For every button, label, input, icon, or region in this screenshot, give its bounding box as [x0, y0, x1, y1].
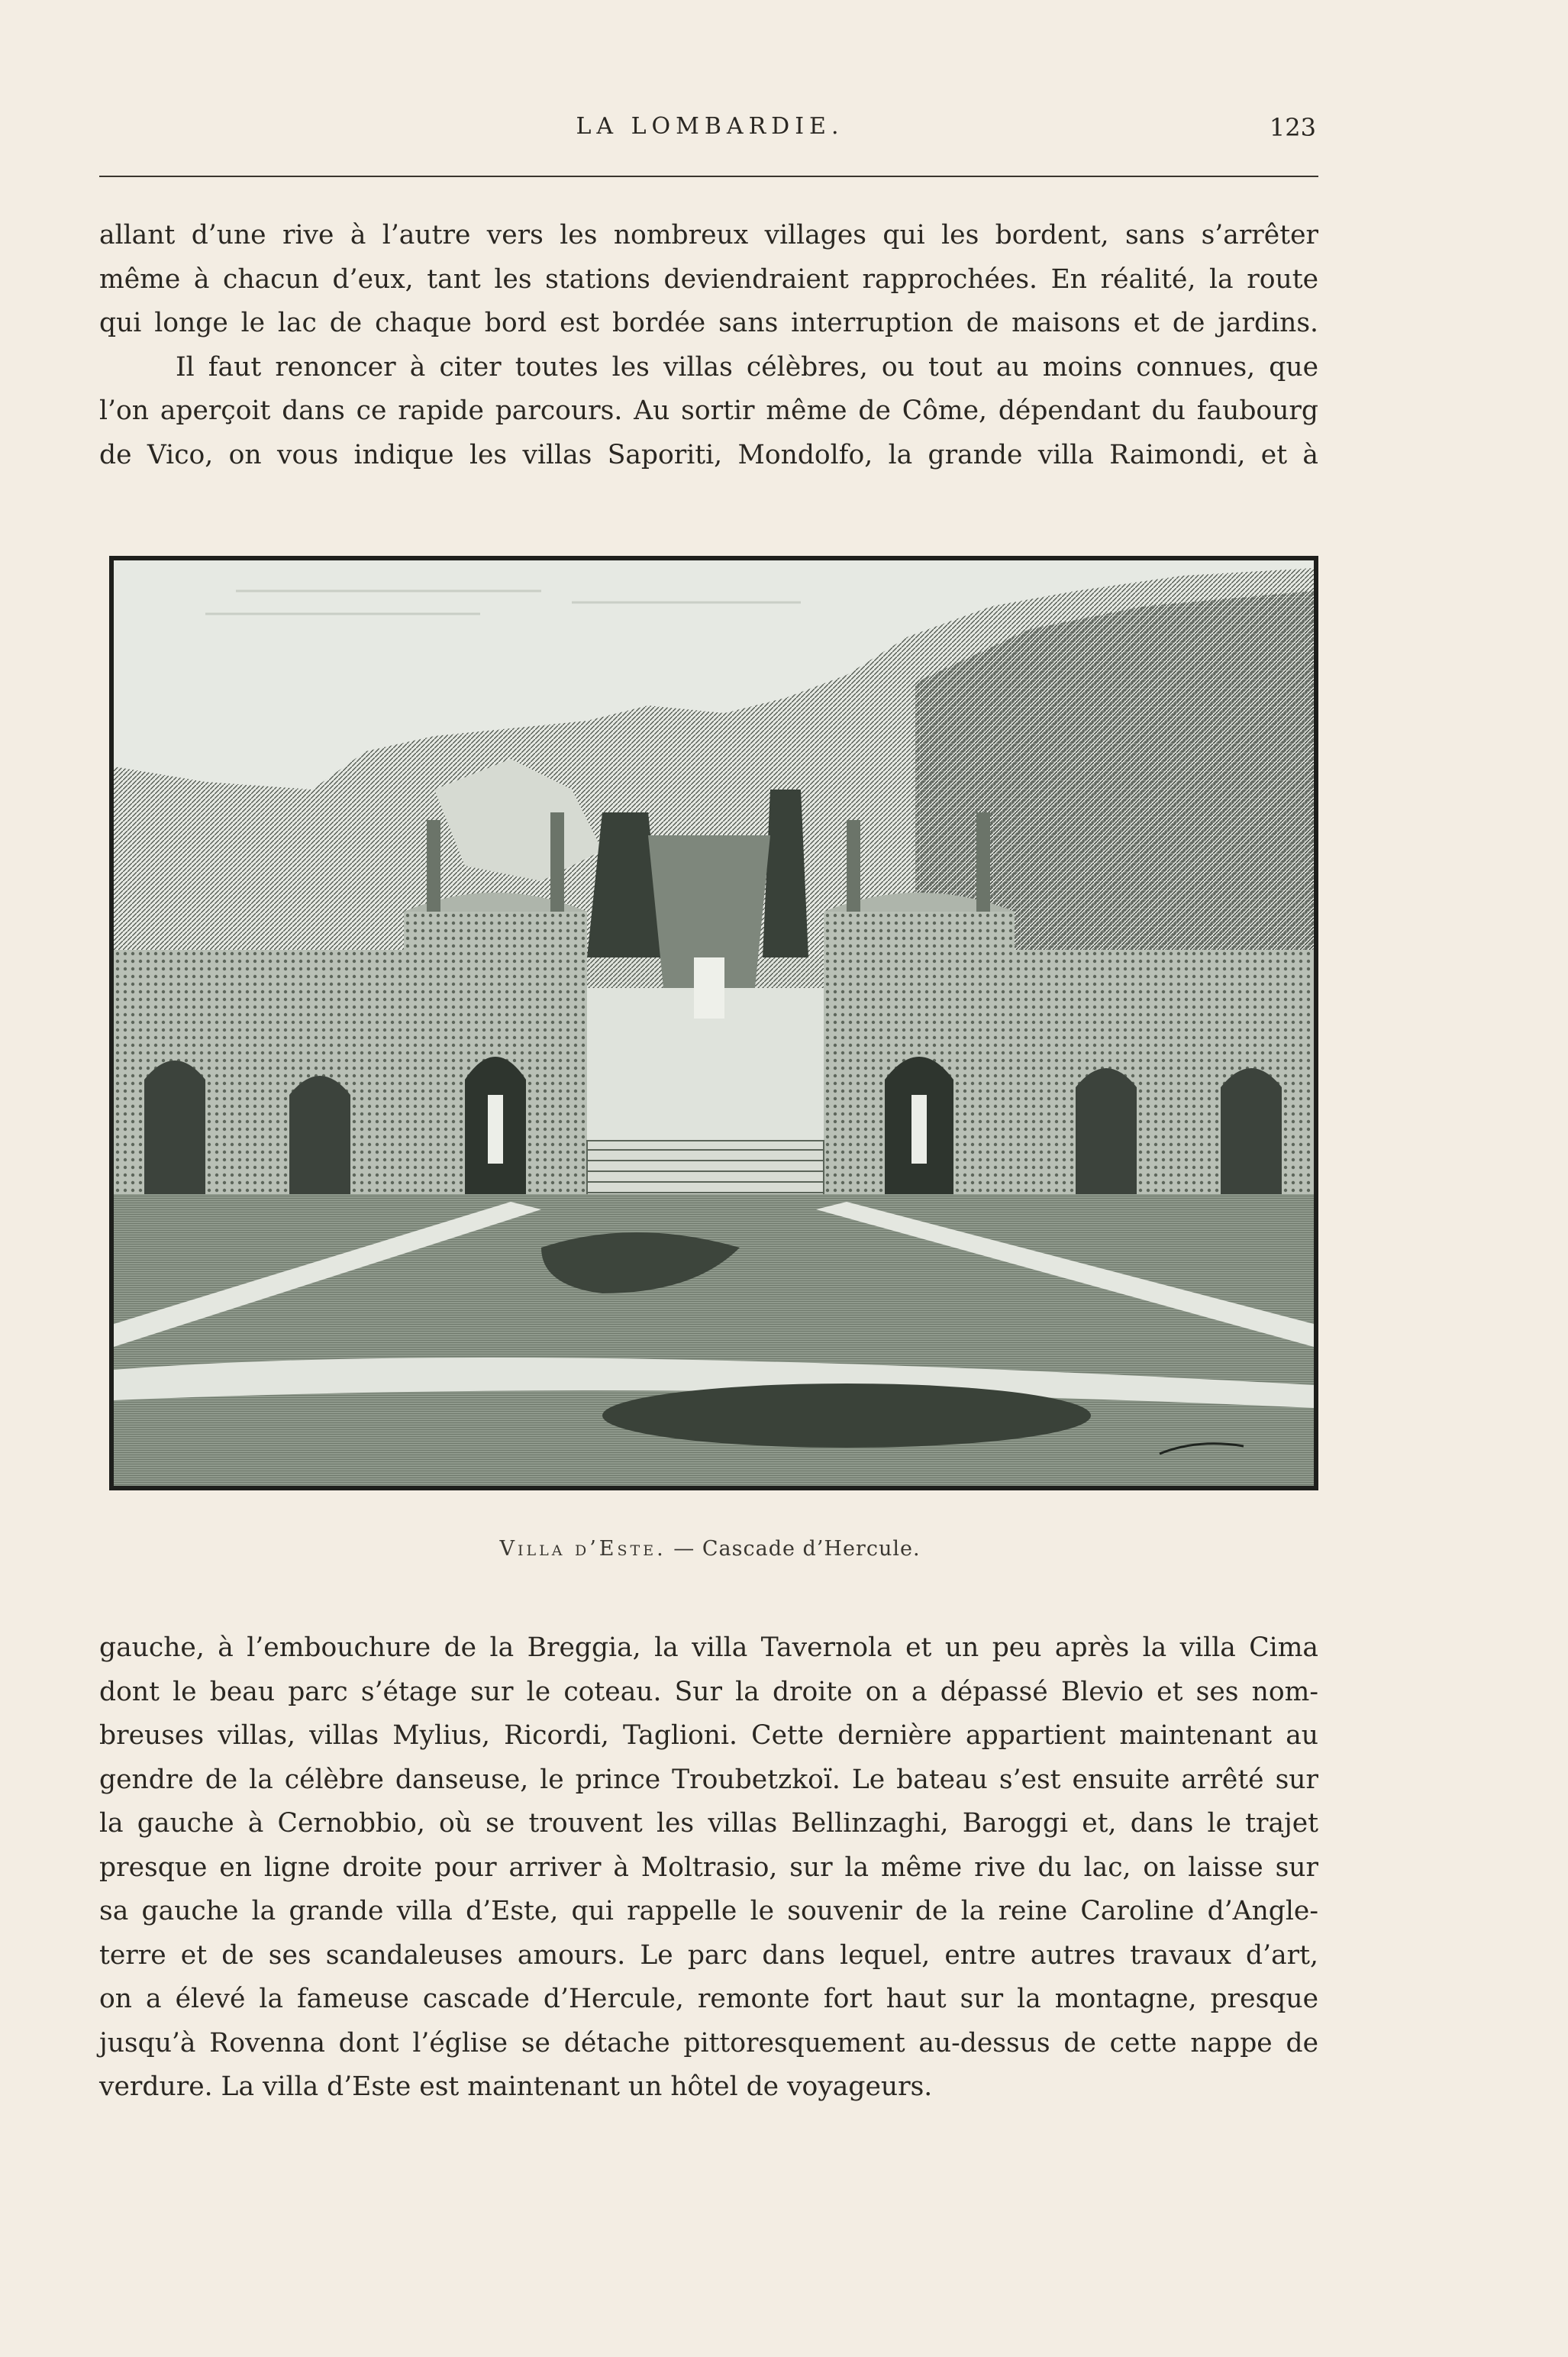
running-title: LA LOMBARDIE.	[576, 113, 844, 140]
text-line: dont le beau parc s’étage sur le coteau. Sur la droite on a dépassé Blevio et ses nom-	[99, 1676, 1318, 1707]
header-rule	[99, 176, 1318, 177]
text-line: jusqu’à Rovenna dont l’église se détache pittoresquement au-dessus de cette nappe de	[99, 2027, 1318, 2058]
text-line: la gauche à Cernobbio, où se trouvent les villas Bellinzaghi, Baroggi et, dans le trajet	[99, 1808, 1318, 1839]
text-line: sa gauche la grande villa d’Este, qui rappelle le souvenir de la reine Caroline d’Angle-	[99, 1896, 1318, 1926]
text-line: gendre de la célèbre danseuse, le prince Troubetzkoï. Le bateau s’est ensuite arrêté sur	[99, 1764, 1318, 1795]
caption-dash: —	[673, 1537, 695, 1561]
text-line: de Vico, on vous indique les villas Saporiti, Mondolfo, la grande villa Raimondi, et à	[99, 439, 1318, 470]
figure-caption	[0, 1537, 1420, 1561]
text-block-top	[99, 214, 1318, 477]
caption-subtitle: Cascade d’Hercule.	[702, 1537, 921, 1561]
text-line: on a élevé la fameuse cascade d’Hercule, remonte fort haut sur la montagne, presque	[99, 1984, 1318, 2014]
text-line: presque en ligne droite pour arriver à Moltrasio, sur la même rive du lac, on laisse sur	[99, 1852, 1318, 1883]
caption-title: Villa d’Este.	[499, 1537, 666, 1561]
text-line: même à chacun d’eux, tant les stations deviendraient rapprochées. En réalité, la route	[99, 263, 1318, 295]
text-line: terre et de ses scandaleuses amours. Le parc dans lequel, entre autres travaux d’art,	[99, 1939, 1318, 1971]
engraving-villa-deste	[109, 556, 1318, 1490]
text-line: gauche, à l’embouchure de la Breggia, la villa Tavernola et un peu après la villa Cima	[99, 1632, 1318, 1663]
text-line: verdure. La villa d’Este est maintenant un hôtel de voyageurs.	[99, 2071, 933, 2102]
text-line: breuses villas, villas Mylius, Ricordi, Taglioni. Cette dernière appartient maintenant au	[99, 1720, 1318, 1751]
engraving-illustration	[114, 560, 1314, 1486]
text-line: allant d’une rive à l’autre vers les nombreux villages qui les bordent, sans s’arrêter	[99, 220, 1318, 250]
text-line: Il faut renoncer à citer toutes les villas célèbres, ou tout au moins connues, que	[176, 351, 1318, 383]
text-block-bottom	[99, 1626, 1318, 2110]
page-number: 123	[1269, 113, 1316, 142]
running-head	[0, 113, 1568, 151]
text-line: qui longe le lac de chaque bord est bordée sans interruption de maisons et de jardins.	[99, 308, 1318, 338]
text-line: l’on aperçoit dans ce rapide parcours. Au sortir même de Côme, dépendant du faubourg	[99, 396, 1318, 426]
